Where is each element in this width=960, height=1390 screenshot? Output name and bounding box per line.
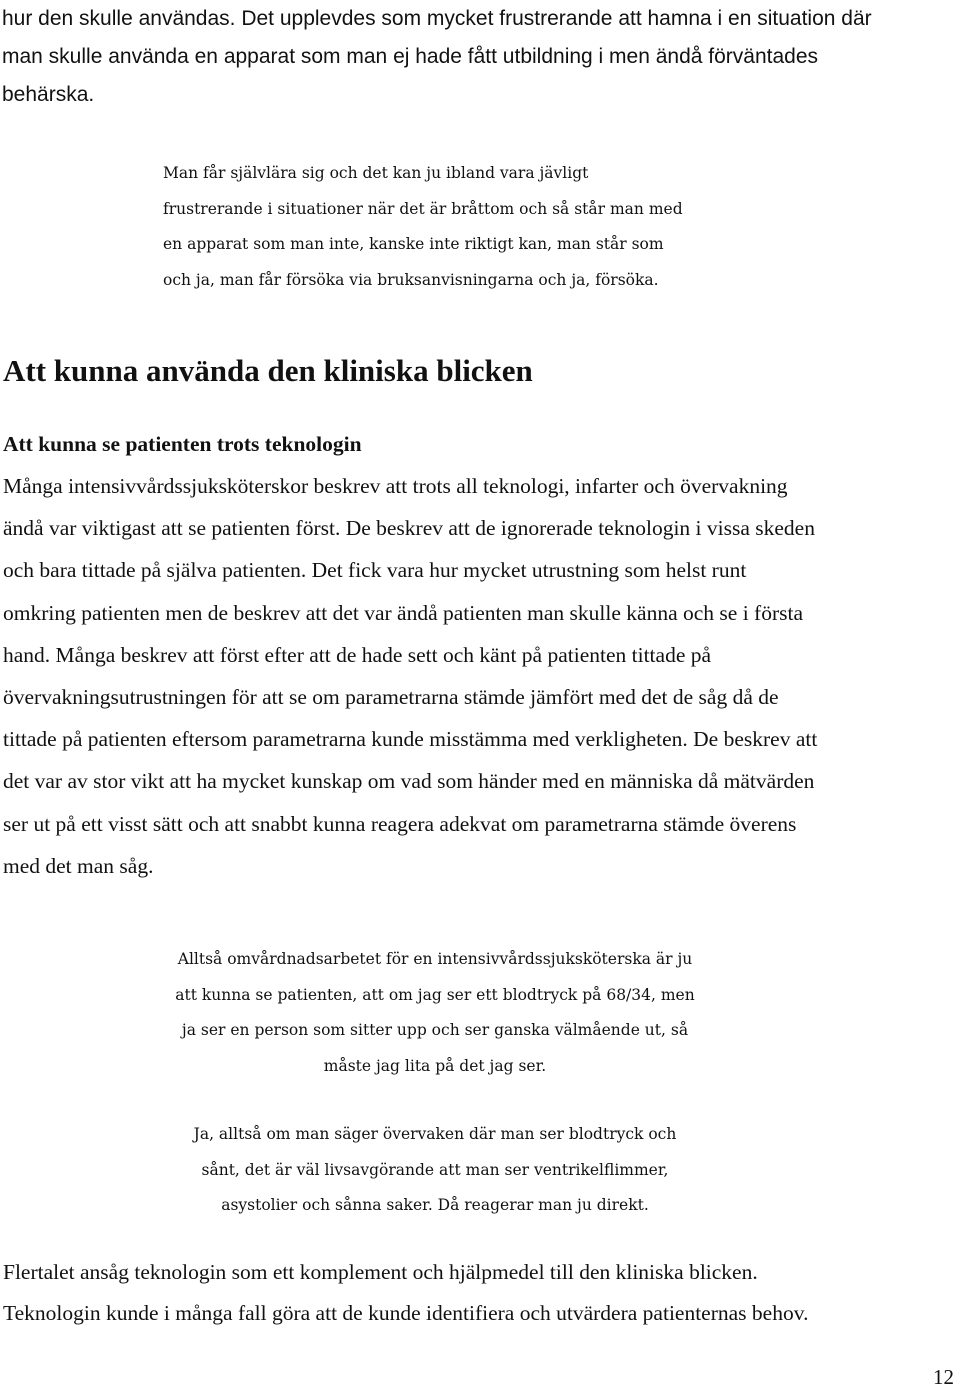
quote-line: frustrerande i situationer när det är bråttom och så står man med — [163, 199, 683, 218]
sub-heading: Att kunna se patienten trots teknologin — [3, 432, 362, 456]
text-line: omkring patienten men de beskrev att det var ändå patienten man skulle känna och se i första — [3, 600, 804, 625]
quote-line: en apparat som man inte, kanske inte riktigt kan, man står som — [163, 235, 664, 253]
text-line: ändå var viktigast att se patienten först. De beskrev att de ignorerade teknologin i vissa skeden — [3, 516, 815, 541]
quote-line: Ja, alltså om man säger övervaken där man ser blodtryck och — [193, 1125, 677, 1143]
text-line: behärska. — [2, 83, 95, 106]
quote-line: sånt, det är väl livsavgörande att man ser ventrikelflimmer, — [201, 1160, 669, 1179]
text-line: övervakningsutrustningen för att se om parametrarna stämde jämfört med det de såg då de — [3, 685, 779, 710]
section-heading: Att kunna använda den kliniska blicken — [3, 353, 533, 388]
quote-line: att kunna se patienten, att om jag ser ett blodtryck på 68/34, men — [175, 985, 695, 1004]
text-line: hur den skulle användas. Det upplevdes som mycket frustrerande att hamna i en situation där — [2, 7, 872, 30]
quote-line: asystolier och sånna saker. Då reagerar man ju direkt. — [221, 1196, 649, 1214]
interview-quote — [0, 1117, 870, 1224]
quote-line: och ja, man får försöka via bruksanvisningarna och ja, försöka. — [163, 270, 659, 289]
text-line: med det man såg. — [3, 853, 154, 878]
interview-quote — [0, 942, 870, 1084]
text-line: man skulle använda en apparat som man ej hade fått utbildning i men ändå förväntades — [2, 45, 819, 68]
body-paragraph — [3, 465, 817, 887]
quote-line: måste jag lita på det jag ser. — [323, 1056, 547, 1075]
text-line: hand. Många beskrev att först efter att de hade sett och känt på patienten tittade på — [3, 642, 712, 667]
text-line: Många intensivvårdssjuksköterskor beskrev att trots all teknologi, infarter och övervakning — [3, 474, 788, 498]
text-line: tittade på patienten eftersom parametrarna kunde misstämma med verkligheten. De beskrev att — [3, 727, 818, 752]
text-line: det var av stor vikt att ha mycket kunskap om vad som händer med en människa då mätvärden — [3, 769, 815, 794]
quote-line: Alltså omvårdnadsarbetet för en intensivvårdssjuksköterska är ju — [177, 950, 693, 968]
text-line: Teknologin kunde i många fall göra att de kunde identifiera och utvärdera patienternas behov. — [3, 1301, 809, 1325]
quote-line: ja ser en person som sitter upp och ser ganska välmående ut, så — [181, 1021, 689, 1039]
text-line: Flertalet ansåg teknologin som ett komplement och hjälpmedel till den kliniska blicken. — [3, 1260, 758, 1284]
text-line: och bara tittade på själva patienten. Det fick vara hur mycket utrustning som helst runt — [3, 558, 747, 583]
closing-paragraph — [3, 1252, 808, 1334]
intro-paragraph — [2, 0, 872, 114]
interview-quote — [163, 156, 683, 298]
quote-line: Man får självlära sig och det kan ju ibland vara jävligt — [163, 164, 589, 182]
text-line: ser ut på ett visst sätt och att snabbt kunna reagera adekvat om parametrarna stämde överens — [3, 811, 797, 836]
page-number: 12 — [933, 1365, 954, 1389]
